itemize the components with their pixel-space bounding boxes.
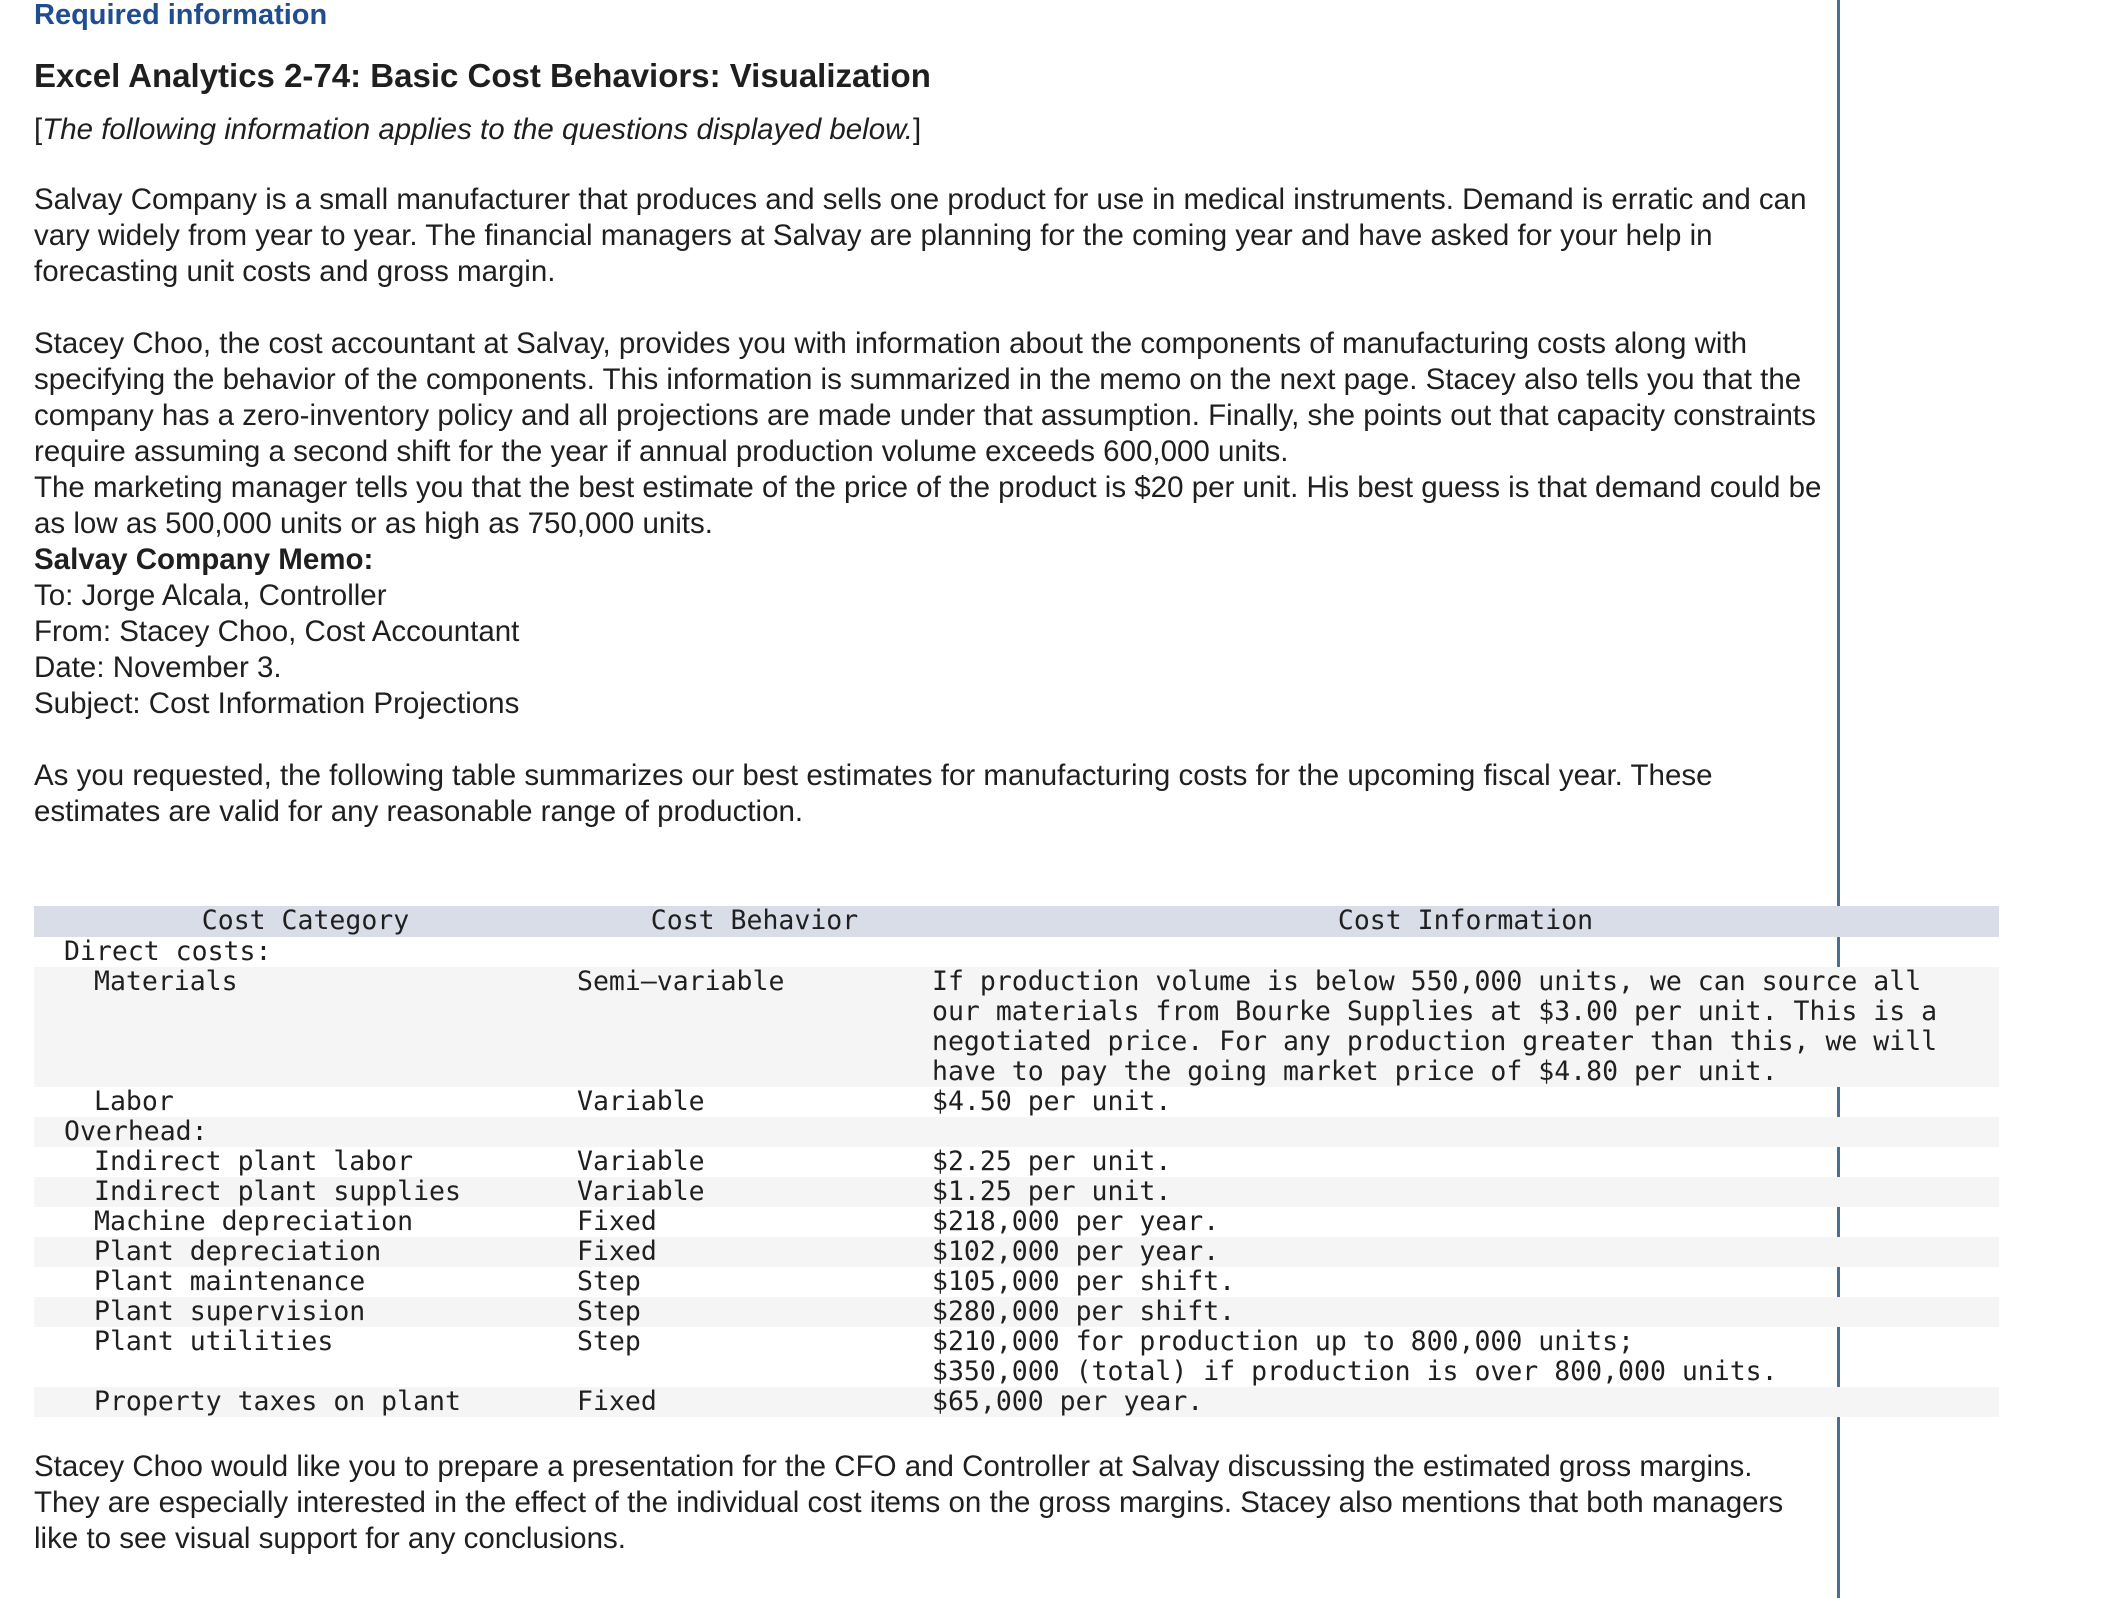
memo-date: Date: November 3. (34, 651, 282, 684)
behavior-cell: Step (577, 1326, 641, 1357)
category-cell: Plant utilities (94, 1326, 334, 1357)
info-cell (932, 967, 1999, 1087)
behavior-cell: Step (577, 1266, 641, 1297)
stacey-paragraph: Stacey Choo, the cost accountant at Salvay, provides you with information about the components of manufacturing costs along with specifying the behavior of the components. This information is summarized in the memo on the next page. Stacey also tells you that the company has a zero-inventory policy and all projections are made under that assumption. Finally, she points out that capacity constraints require assuming a second shift for the year if annual production volume exceeds 600,000 units. (34, 327, 1816, 468)
info-cell: $2.25 per unit. (932, 1146, 1172, 1177)
table-row-property-taxes (34, 1387, 1999, 1417)
note-text: The following information applies to the questions displayed below. (42, 113, 913, 146)
info-cell: $280,000 per shift. (932, 1297, 1999, 1327)
header-cost-information: Cost Information (932, 906, 1999, 937)
memo-body: As you requested, the following table summarizes our best estimates for manufacturing costs for the upcoming fiscal year. These estimates are valid for any reasonable range of production. (34, 759, 1713, 828)
table-row (34, 1267, 1999, 1297)
table-row (34, 1237, 1999, 1267)
info-cell: $1.25 per unit. (932, 1177, 1999, 1207)
table-row-labor (34, 1087, 1999, 1117)
note-bracket-close: ] (913, 113, 922, 146)
table-header-row (34, 906, 1999, 937)
info-cell (932, 1327, 1999, 1387)
behavior-cell: Variable (577, 1086, 705, 1117)
behavior-cell: Fixed (577, 1206, 657, 1237)
direct-costs-label: Direct costs: (64, 936, 272, 967)
instruction-note (34, 112, 1824, 148)
header-cost-behavior: Cost Behavior (577, 906, 932, 937)
behavior-cell: Fixed (577, 1237, 932, 1267)
info-line: $350,000 (total) if production is over 800,000 units. (932, 1356, 1778, 1387)
info-line: our materials from Bourke Supplies at $3.00 per unit. This is a (932, 996, 1938, 1027)
category-cell: Plant maintenance (94, 1266, 366, 1297)
table-row (34, 1297, 1999, 1327)
intro-paragraph: Salvay Company is a small manufacturer that produces and sells one product for use in medical instruments. Demand is erratic and can vary widely from year to year. The financial managers at Salvay are planning for the coming year and have asked for your help in forecasting unit costs and gross margin. (34, 183, 1807, 288)
behavior-cell: Semi–variable (577, 967, 932, 1087)
category-cell: Plant depreciation (34, 1237, 577, 1267)
table-row (34, 1207, 1999, 1237)
info-cell: $65,000 per year. (932, 1387, 1999, 1417)
table-row-utilities (34, 1327, 1999, 1387)
table-row (34, 1177, 1999, 1207)
note-bracket-open: [ (34, 113, 43, 146)
memo-to: To: Jorge Alcala, Controller (34, 579, 387, 612)
info-line: $210,000 for production up to 800,000 units; (932, 1326, 1634, 1357)
marketing-paragraph: The marketing manager tells you that the best estimate of the price of the product is $20 per unit. His best guess is that demand could be as low as 500,000 units or as high as 750,000 units. (34, 471, 1822, 540)
category-cell: Machine depreciation (94, 1206, 414, 1237)
behavior-cell: Fixed (577, 1387, 932, 1417)
table-row-direct-costs (34, 937, 1999, 967)
info-cell: $4.50 per unit. (932, 1086, 1172, 1117)
behavior-cell: Variable (577, 1146, 705, 1177)
closing-section (34, 1449, 1824, 1557)
memo-subject: Subject: Cost Information Projections (34, 687, 520, 720)
info-line: have to pay the going market price of $4.80 per unit. (932, 1056, 1778, 1087)
closing-paragraph: Stacey Choo would like you to prepare a presentation for the CFO and Controller at Salvay discussing the estimated gross margins. They are especially interested in the effect of the individual cost items on the gross margins. Stacey also mentions that both managers like to see visual support for any conclusions. (34, 1450, 1784, 1555)
memo-from: From: Stacey Choo, Cost Accountant (34, 615, 520, 648)
behavior-cell: Step (577, 1297, 932, 1327)
table-row-overhead (34, 1117, 1999, 1147)
info-cell: $218,000 per year. (932, 1206, 1220, 1237)
category-cell: Indirect plant supplies (34, 1177, 577, 1207)
category-cell: Labor (94, 1086, 174, 1117)
info-line: negotiated price. For any production greater than this, we will (932, 1026, 1938, 1057)
problem-title: Excel Analytics 2-74: Basic Cost Behaviors: Visualization (34, 57, 931, 94)
info-cell: $102,000 per year. (932, 1237, 1999, 1267)
cost-table (34, 906, 1999, 1417)
info-cell: $105,000 per shift. (932, 1266, 1236, 1297)
category-cell: Materials (34, 967, 577, 1087)
table-row (34, 1147, 1999, 1177)
overhead-label: Overhead: (34, 1117, 577, 1147)
header-cost-category: Cost Category (34, 906, 577, 937)
category-cell: Plant supervision (34, 1297, 577, 1327)
problem-content (34, 0, 1824, 830)
category-cell: Indirect plant labor (94, 1146, 414, 1177)
behavior-cell: Variable (577, 1177, 932, 1207)
category-cell: Property taxes on plant (34, 1387, 577, 1417)
memo-heading: Salvay Company Memo: (34, 543, 374, 576)
info-line: If production volume is below 550,000 units, we can source all (932, 966, 1922, 997)
table-row-materials (34, 967, 1999, 1087)
required-information-label: Required information (34, 0, 328, 31)
